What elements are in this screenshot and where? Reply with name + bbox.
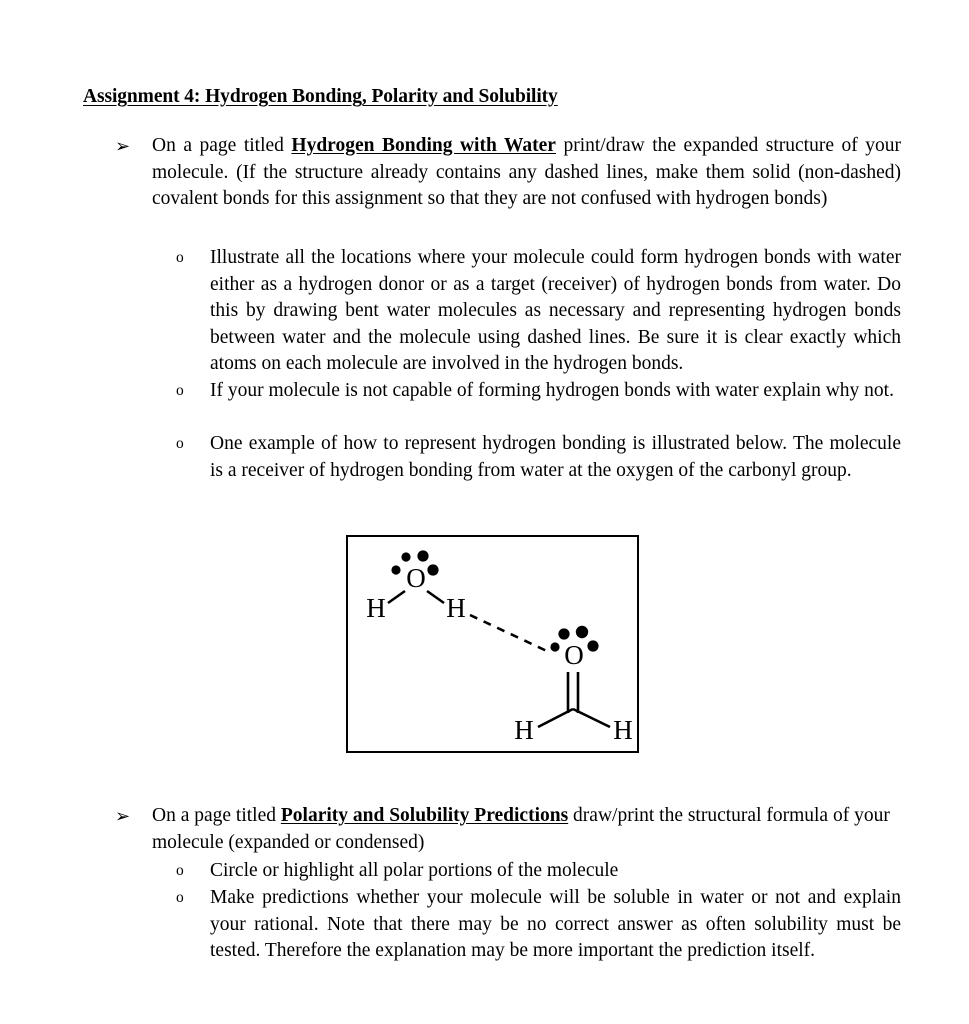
sub-bullet-make-predictions [176,885,901,965]
carbonyl-lone-pair-dot [558,628,569,639]
atom-label-water-hydrogen-right: H [446,593,466,624]
water-bond-left [388,591,405,603]
carbonyl-lone-pair-dot [576,626,588,638]
lead-text-before: On a page titled [152,135,292,156]
sub-bullet-not-capable [176,378,901,405]
bullet-hydrogen-bonding-with-water [115,133,901,213]
sub-bullet-one-example [176,431,901,484]
bullet-text [152,133,901,213]
carbonyl-lone-pair-dot [550,642,559,651]
carbonyl-lone-pair-dot [587,640,598,651]
bullet-circle-icon: o [176,382,184,399]
sub-bullet-text: One example of how to represent hydrogen bonding is illustrated below. The molecule is a receiver of hydrogen bonding from water at the oxygen of the carbonyl group. [210,433,901,481]
formaldehyde-bond-right [573,709,610,727]
bullet-arrow-icon: ➢ [115,136,131,156]
lead-emphasis: Polarity and Solubility Predictions [280,805,569,826]
bullet-circle-icon: o [176,862,184,879]
sub-bullet-text: Illustrate all the locations where your molecule could form hydrogen bonds with water either as a hydrogen donor or as a target (receiver) of hydrogen bonds from water. Do this by drawing bent water molecules as necessary and representing hydrogen bonds between water and the molecule using dashed lines. Be sure it is clear exactly which atoms on each molecule are involved in the hydrogen bonds. [210,247,901,374]
bullet-circle-icon: o [176,435,184,452]
bullet-circle-icon: o [176,249,184,266]
hydrogen-bond-dashed-line [470,615,551,653]
lead-text-before: On a page titled [152,805,281,826]
atom-label-water-hydrogen-left: H [366,593,386,624]
water-lone-pair-dot [417,550,428,561]
formaldehyde-bond-left [538,709,573,727]
sub-bullet-circle-polar-portions [176,858,901,885]
lewis-structure-diagram [348,537,636,750]
water-lone-pair-dot [391,565,400,574]
sub-bullet-illustrate-locations [176,245,901,378]
bullet-text [152,803,901,856]
water-bond-right [427,591,444,603]
lead-text-after: draw/print the structural formula of your molecule (expanded or condensed) [152,805,890,853]
water-lone-pair-dot [401,552,410,561]
lead-text-after: print/draw the expanded structure of your molecule. (If the structure already contains any dashed lines, make them solid (non-dashed) covalent bonds for this assignment so that they are not confused with hydrogen bonds) [152,135,901,209]
page-title: Assignment 4: Hydrogen Bonding, Polarity and Solubility [83,86,558,107]
atom-label-carbonyl-oxygen: O [564,640,584,671]
sub-bullet-text: Circle or highlight all polar portions of the molecule [210,860,619,881]
water-lone-pair-dot [427,564,438,575]
bullet-arrow-icon: ➢ [115,806,131,826]
sub-bullet-text: If your molecule is not capable of forming hydrogen bonds with water explain why not. [210,380,894,401]
atom-label-formaldehyde-hydrogen-left: H [514,715,534,746]
sub-bullet-text: Make predictions whether your molecule will be soluble in water or not and explain your rational. Note that there may be no correct answer as often solubility must be tested. Therefore the explanation may be more important the prediction itself. [210,887,901,961]
hydrogen-bonding-figure [346,535,639,753]
lead-emphasis: Hydrogen Bonding with Water [291,135,556,156]
atom-label-water-oxygen: O [406,563,426,594]
bullet-circle-icon: o [176,889,184,906]
bullet-polarity-and-solubility-predictions [115,803,901,856]
atom-label-formaldehyde-hydrogen-right: H [613,715,633,746]
